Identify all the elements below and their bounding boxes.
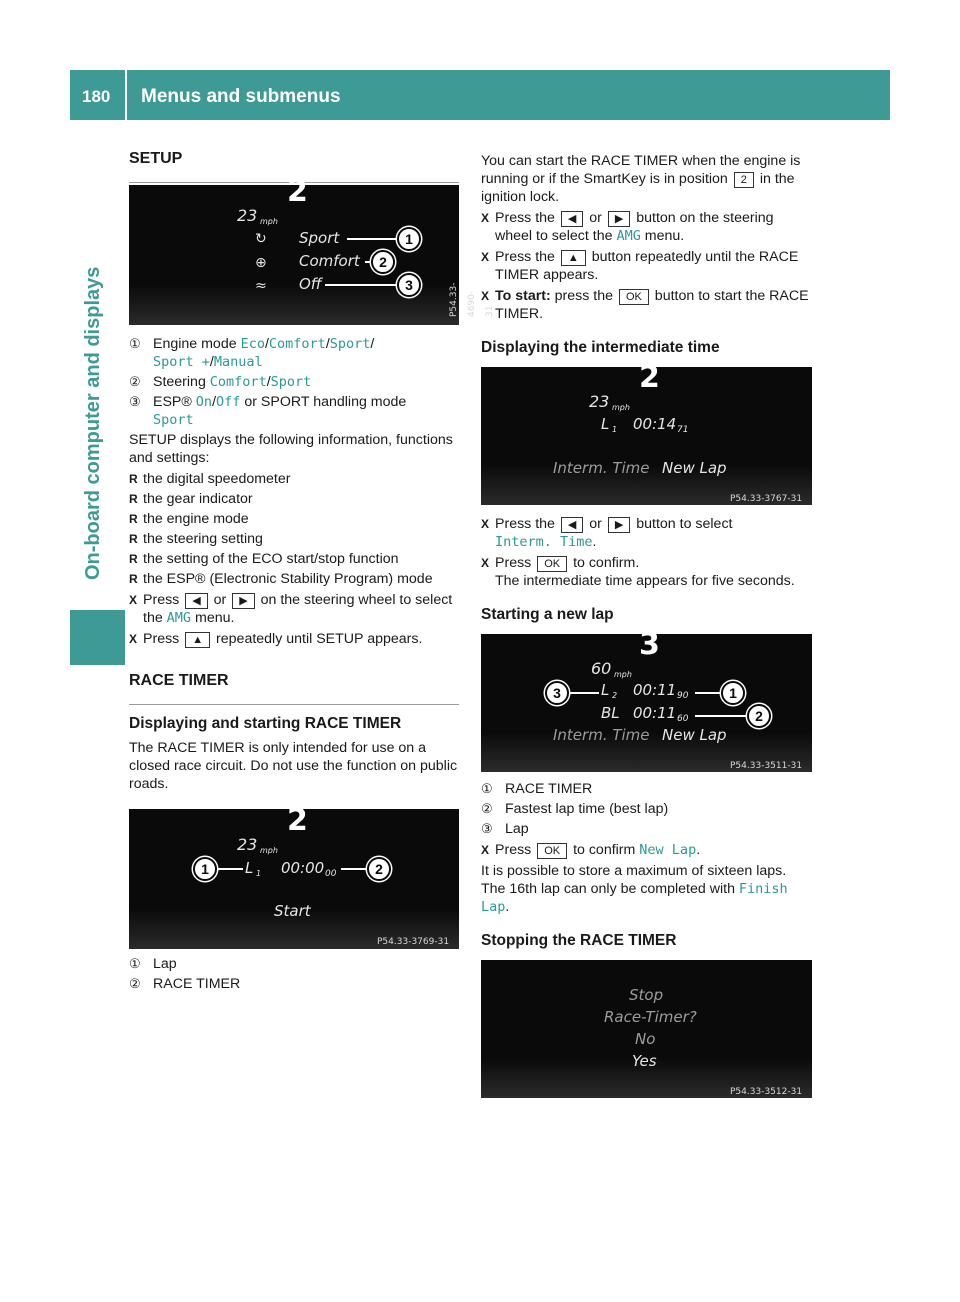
intermediate-time-display-image <box>481 360 812 505</box>
legend-text: Fastest lap time (best lap) <box>505 801 669 817</box>
right-arrow-key-icon: ▶ <box>232 593 254 609</box>
display-race-timer-question: Race-Timer? <box>604 1008 697 1026</box>
display-unit: mph <box>614 670 632 679</box>
callout-line <box>695 692 721 694</box>
callout-1: 1 <box>397 227 421 251</box>
callout-1: 1 <box>721 681 745 705</box>
display-option-no: No <box>635 1030 656 1048</box>
display-time: 00:00 <box>281 859 325 877</box>
legend-text: Steering Comfort/Sport <box>153 374 312 390</box>
legend-text: Lap <box>153 956 177 972</box>
display-option-interm-time: Interm. Time <box>553 726 650 744</box>
callout-3: 3 <box>397 273 421 297</box>
display-lap-number: 1 <box>256 869 262 878</box>
left-arrow-key-icon: ◀ <box>561 517 583 533</box>
ok-key-icon: OK <box>537 843 567 859</box>
menu-option: On <box>195 394 213 410</box>
callout-line <box>347 238 397 240</box>
right-column <box>481 150 812 1098</box>
display-lap: L <box>245 859 254 877</box>
menu-option: Finish Lap <box>481 881 788 915</box>
display-best-lap: BL <box>601 704 620 722</box>
display-speed: 23 <box>589 392 610 411</box>
display-speed: 23 <box>237 206 258 225</box>
callout-line <box>217 868 243 870</box>
callout-2: 2 <box>747 704 771 728</box>
race-timer-heading: RACE TIMER <box>129 672 229 689</box>
header-divider <box>125 70 127 120</box>
callout-line <box>695 715 747 717</box>
callout-3: 3 <box>545 681 569 705</box>
display-option-yes: Yes <box>632 1052 657 1070</box>
image-reference: P54.33-4690-31 <box>449 282 495 317</box>
display-lap: L <box>601 681 610 699</box>
display-time-fraction: 00 <box>325 869 337 879</box>
steering-icon: ⊕ <box>255 255 267 271</box>
instruction-step: X Press OK to confirm New Lap. <box>481 841 812 859</box>
legend-item <box>481 820 812 838</box>
setup-bullet-list <box>129 470 459 588</box>
instruction-step: X Press ◀ or ▶ on the steering wheel to select the AMG menu. <box>129 591 459 627</box>
menu-option: Sport + <box>153 354 210 370</box>
race-timer-start-display-image <box>129 803 459 949</box>
display-time-fraction: 90 <box>677 691 689 701</box>
list-item: R the digital speedometer <box>129 470 459 488</box>
left-column <box>129 150 495 995</box>
legend-number: ① <box>481 781 493 796</box>
display-stop: Stop <box>629 986 664 1004</box>
callout-1: 1 <box>193 857 217 881</box>
image-reference: P54.33-3769-31 <box>377 937 450 947</box>
display-gear: 2 <box>639 360 660 395</box>
lap-storage-note: It is possible to store a maximum of sixteen laps. The 16th lap can only be completed with Finish Lap. <box>481 863 788 915</box>
legend-text: Engine mode Eco/Comfort/Sport/ Sport +/Manual <box>153 336 375 370</box>
display-speed: 60 <box>591 659 612 678</box>
list-item: R the gear indicator <box>129 490 459 508</box>
legend-number: ② <box>481 801 493 816</box>
menu-option: Sport <box>329 336 371 352</box>
legend-number: ② <box>129 374 141 389</box>
display-lap-number: 1 <box>612 425 618 434</box>
race-timer-intro: The RACE TIMER is only intended for use on a closed race circuit. Do not use the function on public roads. <box>129 740 458 792</box>
image-reference: P54.33-3512-31 <box>730 1087 803 1097</box>
new-lap-display-image <box>481 627 812 772</box>
list-item: R the setting of the ECO start/stop function <box>129 550 459 568</box>
callout-line <box>341 868 367 870</box>
display-gear: 3 <box>639 627 660 662</box>
menu-option: Interm. Time <box>495 534 593 550</box>
setup-heading: SETUP <box>129 150 183 167</box>
esp-icon: ≈ <box>255 278 267 294</box>
display-unit: mph <box>612 403 630 412</box>
callout-2: 2 <box>367 857 391 881</box>
instruction-step: X Press the ▲ button repeatedly until the RACE TIMER appears. <box>481 248 812 284</box>
menu-option: Manual <box>213 354 263 370</box>
right-intro: You can start the RACE TIMER when the engine is running or if the SmartKey is in position 2 in the ignition lock. <box>481 153 801 205</box>
legend-item <box>129 393 459 429</box>
legend-text: Lap <box>505 821 529 837</box>
image-reference: P54.33-3767-31 <box>730 494 803 504</box>
menu-option: New Lap <box>639 842 697 858</box>
display-time: 00:14 <box>633 415 677 433</box>
intermediate-time-heading: Displaying the intermediate time <box>481 339 720 356</box>
display-unit: mph <box>260 846 278 855</box>
display-time-fraction: 71 <box>677 425 689 435</box>
legend-number: ③ <box>481 821 493 836</box>
display-time: 00:11 <box>633 681 677 699</box>
display-option-new-lap: New Lap <box>662 726 727 744</box>
legend-number: ② <box>129 976 141 991</box>
callout-line <box>325 284 397 286</box>
legend-item <box>129 335 459 371</box>
display-start-option: Start <box>274 902 311 920</box>
ignition-position-key: 2 <box>734 172 754 188</box>
instruction-step: X Press OK to confirm. The intermediate time appears for five seconds. <box>481 554 812 590</box>
page-number: 180 <box>82 87 111 106</box>
race-timer-subheading: Displaying and starting RACE TIMER <box>129 715 402 732</box>
legend-item <box>481 800 812 818</box>
menu-option: AMG <box>166 610 192 626</box>
right-arrow-key-icon: ▶ <box>608 211 630 227</box>
legend-item <box>129 955 459 973</box>
callout-2: 2 <box>371 250 395 274</box>
image-reference: P54.33-3511-31 <box>730 761 803 771</box>
display-gear: 2 <box>287 803 308 838</box>
menu-option: Sport <box>153 412 194 428</box>
instruction-step: X To start: press the OK button to start the RACE TIMER. <box>481 287 812 323</box>
callout-line <box>569 692 599 694</box>
ok-key-icon: OK <box>619 289 649 305</box>
setup-intro: SETUP displays the following information, functions and settings: <box>129 432 453 466</box>
legend-text: RACE TIMER <box>153 976 241 992</box>
menu-option: Comfort <box>209 374 267 390</box>
list-item: R the steering setting <box>129 530 459 548</box>
list-item: R the ESP® (Electronic Stability Program) mode <box>129 570 459 588</box>
left-arrow-key-icon: ◀ <box>561 211 583 227</box>
menu-option: Comfort <box>268 336 326 352</box>
display-option-new-lap: New Lap <box>662 459 727 477</box>
menu-option: Eco <box>240 336 265 352</box>
stop-timer-display-image <box>481 960 812 1098</box>
instruction-step: X Press the ◀ or ▶ button on the steering wheel to select the AMG menu. <box>481 209 812 245</box>
menu-option: AMG <box>616 228 641 244</box>
new-lap-heading: Starting a new lap <box>481 606 614 623</box>
up-arrow-key-icon: ▲ <box>185 632 210 648</box>
legend-number: ③ <box>129 394 141 409</box>
display-lap-number: 2 <box>612 691 618 700</box>
display-row-off: Off <box>299 275 322 293</box>
side-tab-marker <box>70 610 125 665</box>
setup-display-image <box>129 174 495 325</box>
instruction-step: X Press ▲ repeatedly until SETUP appears. <box>129 630 459 648</box>
legend-number: ① <box>129 956 141 971</box>
display-row-sport: Sport <box>299 229 340 247</box>
page-header-title: Menus and submenus <box>141 86 341 107</box>
display-row-comfort: Comfort <box>299 252 360 270</box>
legend-item <box>129 373 459 391</box>
legend-number: ① <box>129 336 141 351</box>
display-best-fraction: 60 <box>677 714 689 724</box>
legend-text: ESP® On/Off or SPORT handling mode Sport <box>153 394 407 428</box>
display-lap: L <box>601 415 610 433</box>
up-arrow-key-icon: ▲ <box>561 250 586 266</box>
right-arrow-key-icon: ▶ <box>608 517 630 533</box>
legend-item <box>129 975 459 993</box>
menu-option: Off <box>216 394 241 410</box>
legend-text: RACE TIMER <box>505 781 593 797</box>
side-chapter-label: On-board computer and displays <box>82 266 104 580</box>
menu-option: Sport <box>270 374 312 390</box>
display-gear: 2 <box>287 174 308 209</box>
display-speed: 23 <box>237 835 258 854</box>
stop-timer-heading: Stopping the RACE TIMER <box>481 932 677 949</box>
display-best-time: 00:11 <box>633 704 677 722</box>
display-option-interm-time: Interm. Time <box>553 459 650 477</box>
legend-item <box>481 780 812 798</box>
list-item: R the engine mode <box>129 510 459 528</box>
instruction-step: X Press the ◀ or ▶ button to select Interm. Time. <box>481 515 812 551</box>
engine-mode-icon: ↻ <box>255 231 267 247</box>
display-unit: mph <box>260 217 278 226</box>
left-arrow-key-icon: ◀ <box>185 593 207 609</box>
ok-key-icon: OK <box>537 556 567 572</box>
